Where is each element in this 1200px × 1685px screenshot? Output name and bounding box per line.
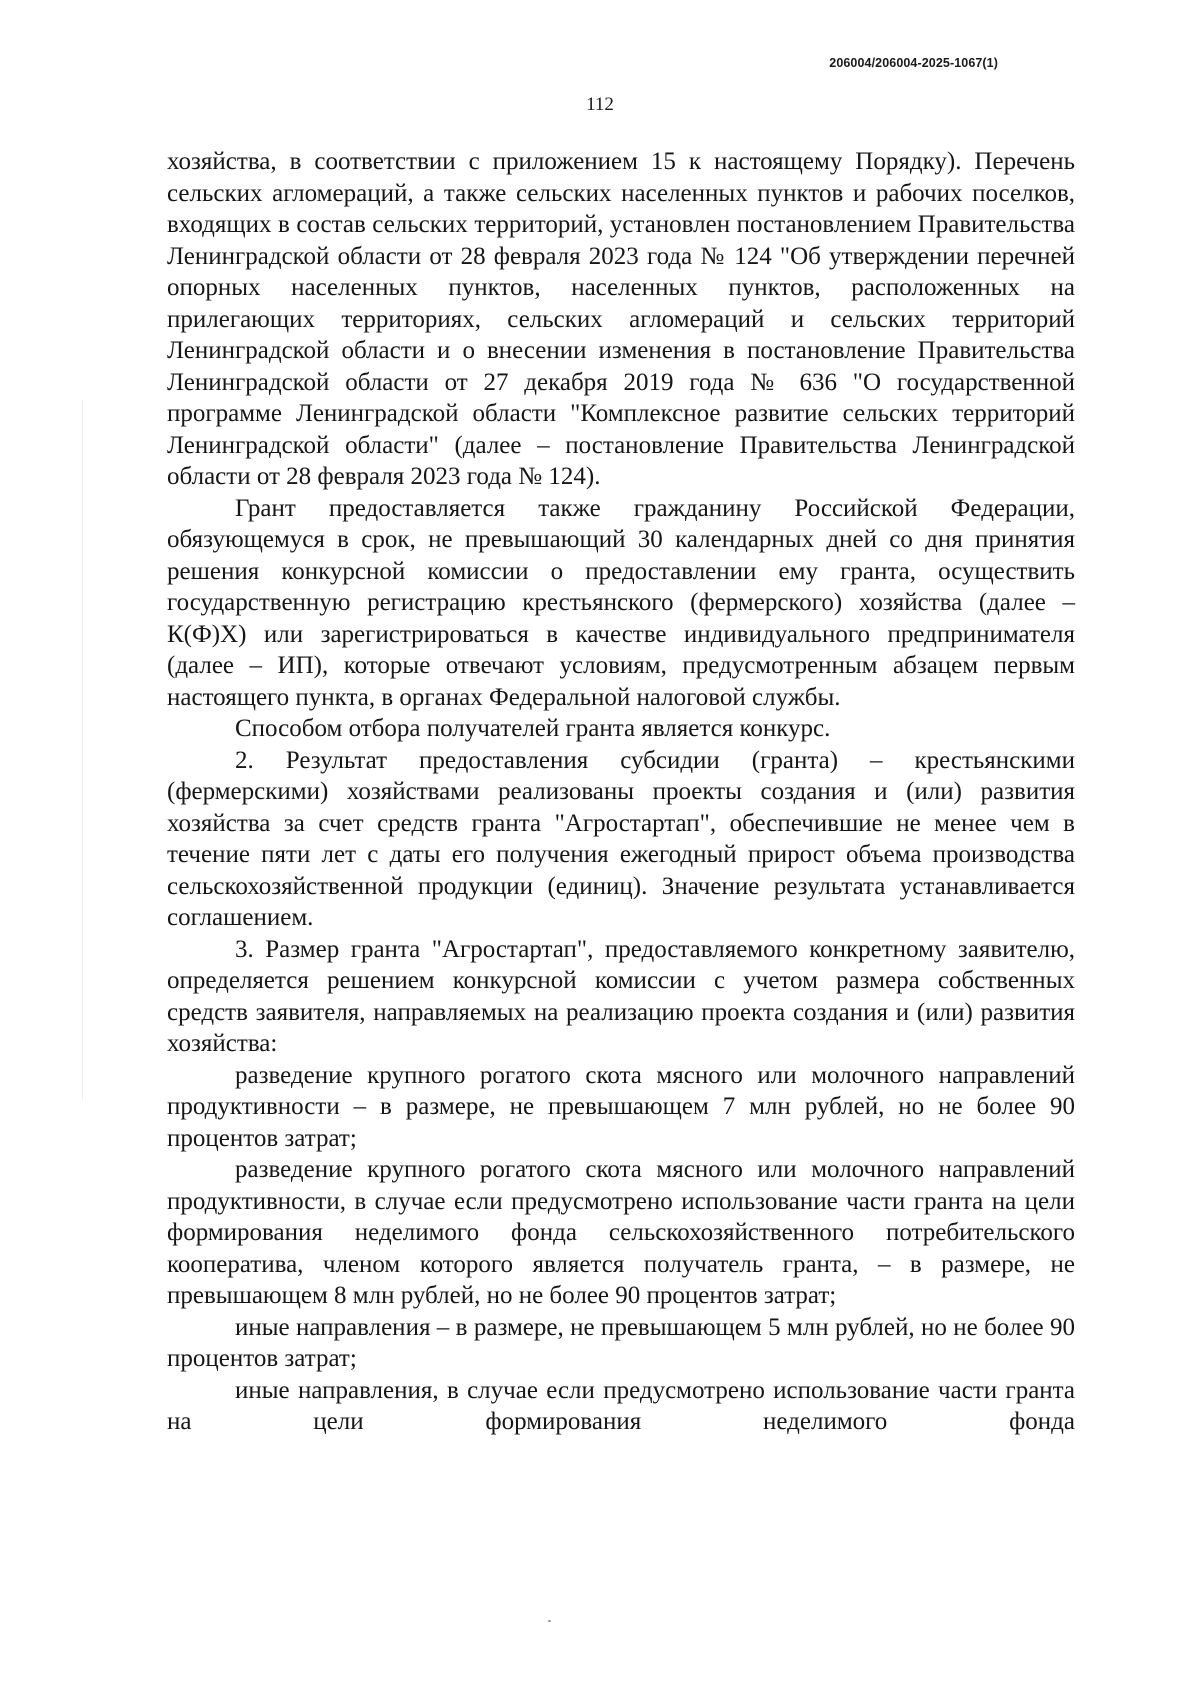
paragraph-other-cooperative: иные направления, в случае если предусмотрено использование части гранта на цели формирования неделимого фонда — [167, 1376, 1075, 1435]
scan-speck — [548, 1620, 551, 1622]
paragraph-selection-method: Способом отбора получателей гранта является конкурс. — [235, 715, 831, 742]
paragraph-cattle-8mln: разведение крупного рогатого скота мясного или молочного направлений продуктивности, в случае если предусмотрено использование части гранта на цели формирования неделимого фонда сельскохозяйственного потребительского кооператива, членом которого является получатель гранта, – в размере, не превышающем 8 млн рублей, но не более 90 процентов затрат; — [167, 1156, 1075, 1309]
paragraph-grant-citizen: Грант предоставляется также гражданину Российской Федерации, обязующемуся в срок, не превышающий 30 календарных дней со дня принятия решения конкурсной комиссии о предоставлении ему гранта, осуществить государственную регистрацию крестьянского (фермерского) хозяйства (далее – К(Ф)Х) или зарегистрироваться в качестве индивидуального предпринимателя (далее – ИП), которые отвечают условиям, предусмотренным абзацем первым настоящего пункта, в органах Федеральной налоговой службы. — [167, 494, 1075, 711]
document-registration-number: 206004/206004-2025-1067(1) — [829, 56, 998, 70]
paragraph-item-2-result: 2. Результат предоставления субсидии (гранта) – крестьянскими (фермерскими) хозяйствами реализованы проекты создания и (или) развития хозяйства за счет средств гранта "Агростартап", обеспечившие не менее чем в течение пяти лет с даты его получения ежегодный прирост объема производства сельскохозяйственной продукции (единиц). Значение результата устанавливается соглашением. — [167, 746, 1075, 931]
scan-edge-shadow — [82, 400, 83, 1100]
paragraph-item-3-grant-size: 3. Размер гранта "Агростартап", предоставляемого конкретному заявителю, определяется решением конкурсной комиссии с учетом размера собственных средств заявителя, направляемых на реализацию проекта создания и (или) развития хозяйства: — [167, 935, 1075, 1057]
paragraph-cattle-7mln: разведение крупного рогатого скота мясного или молочного направлений продуктивности – в размере, не превышающем 7 млн рублей, но не более 90 процентов затрат; — [167, 1061, 1075, 1152]
page-number: 112 — [586, 94, 614, 115]
paragraph-continuation: хозяйства, в соответствии с приложением 15 к настоящему Порядку). Перечень сельских агломераций, а также сельских населенных пунктов и рабочих поселков, входящих в состав сельских территорий, установлен постановлением Правительства Ленинградской области от 28 февраля 2023 года № 124 "Об утверждении перечней опорных населенных пунктов, населенных пунктов, расположенных на прилегающих территориях, сельских агломераций и сельских территорий Ленинградской области и о внесении изменения в постановление Правительства Ленинградской области от 27 декабря 2019 года № 636 "О государственной программе Ленинградской области "Комплексное развитие сельских территорий Ленинградской области" (далее – постановление Правительства Ленинградской области от 28 февраля 2023 года № 124). — [167, 148, 1075, 490]
document-body — [167, 146, 1075, 1438]
paragraph-other-5mln: иные направления – в размере, не превышающем 5 млн рублей, но не более 90 процентов затрат; — [167, 1313, 1075, 1372]
